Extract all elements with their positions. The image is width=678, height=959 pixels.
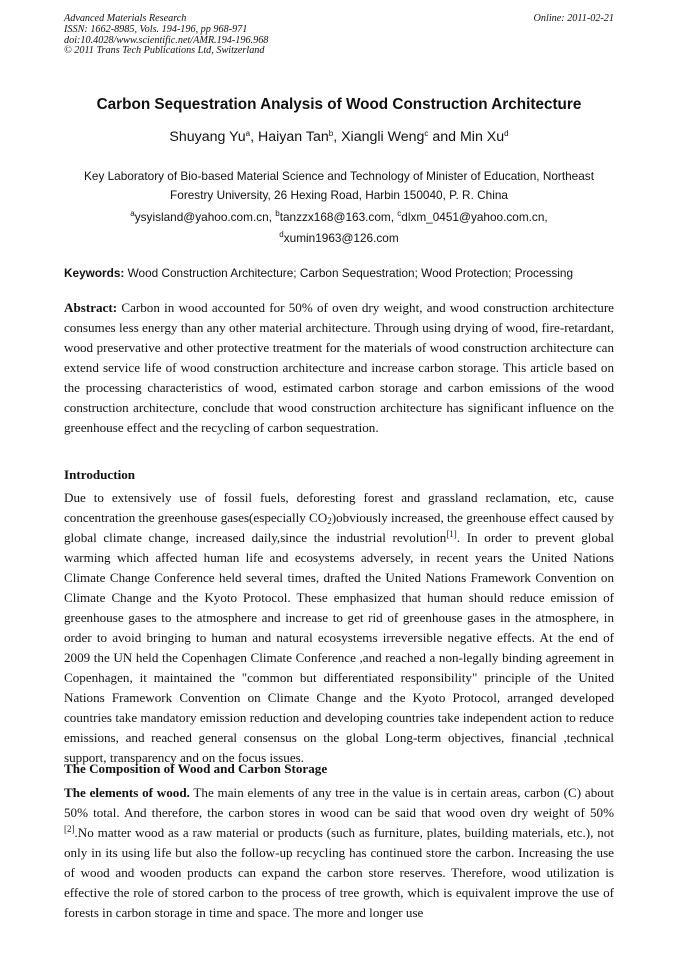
paragraph-text: )obviously increased, the greenhouse effect caused by global climate change, increased daily,since the industrial revolution (64, 510, 614, 545)
email-address: dlxm_0451@yahoo.com.cn (401, 210, 545, 224)
author-name: Min Xu (459, 129, 505, 145)
paragraph-text: .No matter wood as a raw material or products (such as furniture, plates, building materials, etc.), not only in its using life but also the follow-up recycling has continued store the carbon. Increasing the use of wood and wooden products can expand the carbon store reserves. Therefore, wood utilization is effective the role of stored carbon to the process of tree growth, which is equivalent improve the use of forests in carbon storage in time and space. The more and longer use (64, 825, 614, 920)
online-date: Online: 2011-02-21 (533, 13, 614, 24)
journal-name: Advanced Materials Research (64, 13, 187, 24)
email-mark: b (275, 209, 280, 218)
copyright-line: © 2011 Trans Tech Publications Ltd, Switzerland (64, 45, 265, 57)
keywords (64, 266, 614, 280)
section-paragraph (64, 783, 614, 923)
email-separator: , (268, 210, 276, 224)
author-name: Haiyan Tan (258, 129, 329, 145)
section-heading: The Composition of Wood and Carbon Storage (64, 761, 328, 776)
email-address: xumin1963@126.com (283, 231, 399, 245)
author-mark: c (424, 129, 429, 138)
author-list (0, 129, 678, 145)
email-mark: c (397, 209, 402, 218)
affiliation: Key Laboratory of Bio-based Material Science and Technology of Minister of Education, Northeast Forestry University, 26 Hexing Road, Harbin 150040, P. R. China (84, 169, 594, 202)
abstract (64, 298, 614, 438)
introduction-paragraph (64, 488, 614, 768)
email-address: tanzzx168@163.com (279, 210, 391, 224)
paragraph-text: The main elements of any tree in the value is in certain areas, carbon (C) about 50% total. And therefore, the carbon stores in wood can be said that wood oven dry weight of 50% (64, 785, 614, 820)
author-name: Xiangli Weng (341, 129, 425, 145)
paragraph-text: Due to extensively use of fossil fuels, deforesting forest and grassland reclamation, etc, cause concentration the greenhouse gases(especially CO (64, 490, 614, 525)
running-header (64, 14, 614, 57)
abstract-text: Carbon in wood accounted for 50% of oven dry weight, and wood construction architecture consumes less energy than any other material architecture. Through using drying of wood, fire-retardant, wood preservative and other protective treatment for the materials of wood construction architecture can extend service life of wood construction architecture and increase carbon storage. This article based on the processing characteristics of wood, estimated carbon storage and carbon emissions of the wood construction architecture, conclude that wood construction architecture has significant influence on the greenhouse effect and the recycling of carbon sequestration. (64, 300, 614, 435)
abstract-label: Abstract: (64, 300, 118, 315)
author-separator: , (333, 129, 342, 145)
paragraph-text: . In order to prevent global warming which affected human life and ecosystems adversely, in recent years the United Nations Climate Change Conference held several times, drafted the United Nations Framework Convention on Climate Change and the Kyoto Protocol. These emphasized that human should reduce emission of greenhouse gases to the atmosphere and increase to get rid of greenhouse gases in the atmosphere, in order to avoid bringing to human and natural ecosystems irreversible negative effects. At the end of 2009 the UN held the Copenhagen Climate Conference ,and reached a non-legally binding agreement in Copenhagen, it maintained the "common but differentiated responsibility" principle of the United Nations Framework Convention on Climate Change and the Kyoto Protocol, arranged developed countries take mandatory emission reduction and developing countries take independent action to reduce emissions, and reached general consensus on the global Long-term objectives, financial ,technical support, transparency and on the focus issues. (64, 530, 614, 765)
email-separator: , (390, 210, 398, 224)
email-list (64, 207, 614, 249)
issn-line: ISSN: 1662-8985, Vols. 194-196, pp 968-971 (64, 23, 248, 35)
keywords-label: Keywords: (64, 266, 125, 280)
paper-title: Carbon Sequestration Analysis of Wood Construction Architecture (96, 96, 582, 113)
email-address: ysyisland@yahoo.com.cn (134, 210, 269, 224)
author-separator: and (428, 129, 460, 145)
author-name: Shuyang Yu (169, 129, 246, 145)
email-mark: a (130, 209, 135, 218)
subscript: 2 (327, 516, 332, 526)
paragraph-lead: The elements of wood. (64, 785, 190, 800)
introduction-heading: Introduction (64, 467, 136, 482)
citation: [2] (64, 824, 75, 834)
doi-line: doi:10.4028/www.scientific.net/AMR.194-196.968 (64, 34, 269, 46)
email-mark: d (279, 230, 284, 239)
keywords-text: Wood Construction Architecture; Carbon Sequestration; Wood Protection; Processing (127, 266, 574, 280)
author-mark: b (328, 129, 334, 138)
email-separator: , (544, 210, 548, 224)
author-separator: , (250, 129, 258, 145)
author-mark: d (504, 129, 509, 138)
author-mark: a (245, 129, 251, 138)
citation: [1] (446, 529, 457, 539)
